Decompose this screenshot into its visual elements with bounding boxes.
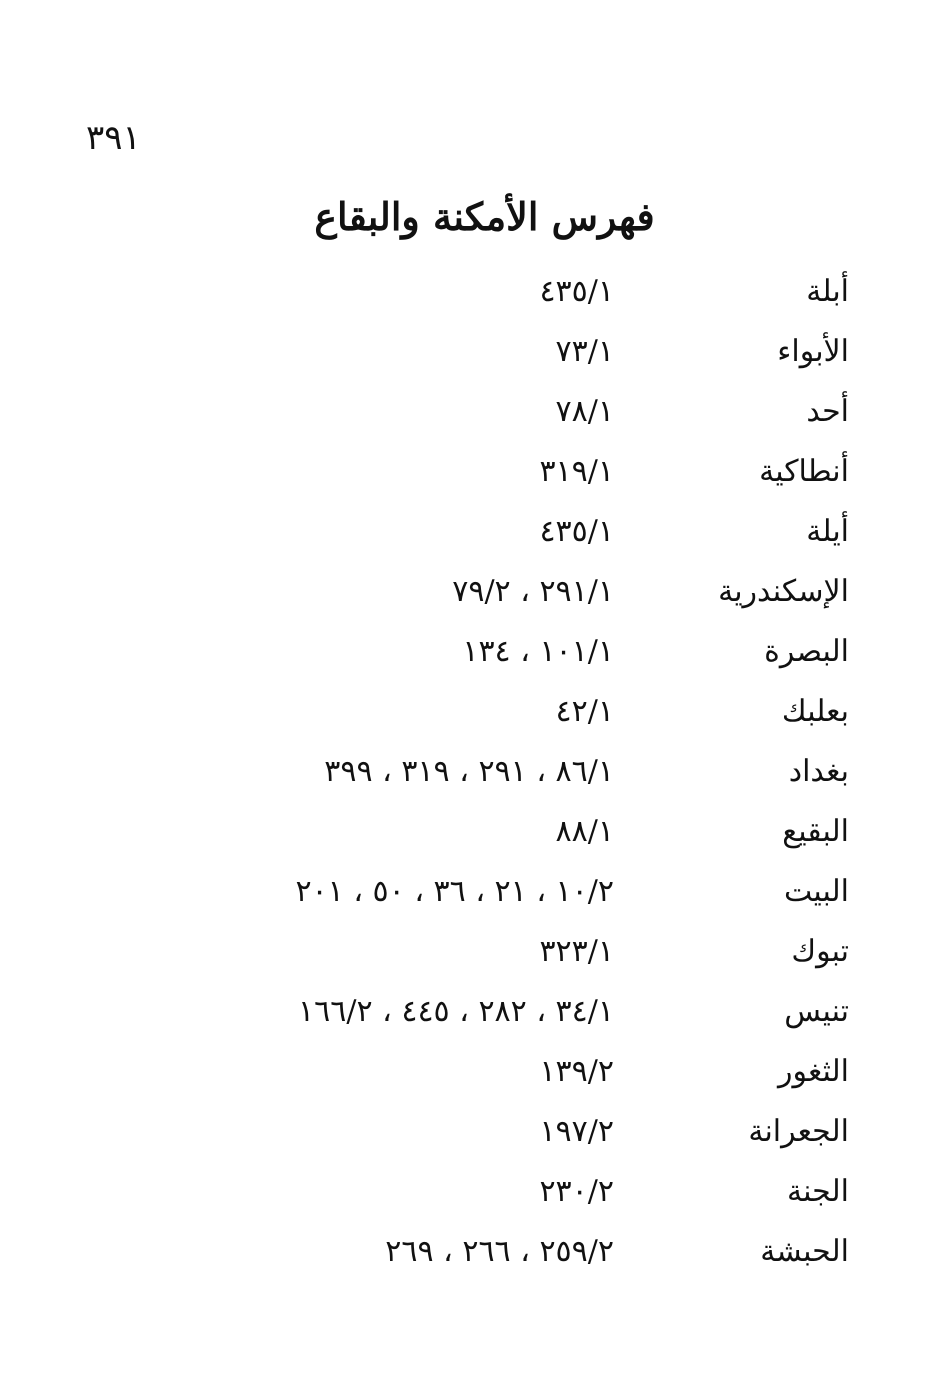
index-entry: [0, 264, 949, 324]
page-number: ٣٩١: [86, 118, 141, 158]
page-references: ٨٨/١: [555, 814, 614, 849]
page-references: ١٠١/١ ، ١٣٤: [462, 634, 614, 669]
place-name: تنيس: [784, 994, 849, 1029]
place-name: الأبواء: [777, 334, 849, 369]
page-references: ٤٣٥/١: [539, 274, 614, 309]
place-name: بغداد: [788, 754, 849, 789]
index-entry: [0, 444, 949, 504]
page-references: ٨٦/١ ، ٢٩١ ، ٣١٩ ، ٣٩٩: [324, 754, 614, 789]
page-references: ٤٢/١: [555, 694, 614, 729]
index-entry: [0, 624, 949, 684]
index-entry: [0, 684, 949, 744]
page-references: ٧٣/١: [555, 334, 614, 369]
index-entry: [0, 384, 949, 444]
page-references: ١٠/٢ ، ٢١ ، ٣٦ ، ٥٠ ، ٢٠١: [295, 874, 614, 909]
index-entry: [0, 504, 949, 564]
page-title: فهرس الأمكنة والبقاع: [314, 194, 655, 239]
place-name: البيت: [783, 874, 849, 909]
page-references: ٣١٩/١: [539, 454, 614, 489]
page-references: ٢٥٩/٢ ، ٢٦٦ ، ٢٦٩: [385, 1234, 614, 1269]
place-name: أحد: [806, 394, 849, 429]
place-name: الجعرانة: [748, 1114, 849, 1149]
page-references: ١٣٩/٢: [539, 1054, 614, 1089]
page-references: ٣٢٣/١: [539, 934, 614, 969]
index-list: [0, 264, 949, 1284]
page-references: ٧٨/١: [555, 394, 614, 429]
page-references: ٢٩١/١ ، ٧٩/٢: [452, 574, 614, 609]
index-entry: [0, 1164, 949, 1224]
index-entry: [0, 744, 949, 804]
place-name: أيلة: [806, 514, 849, 549]
page-references: ٢٣٠/٢: [539, 1174, 614, 1209]
page-references: ٤٣٥/١: [539, 514, 614, 549]
index-entry: [0, 564, 949, 624]
place-name: الجنة: [787, 1174, 849, 1209]
place-name: البصرة: [764, 634, 849, 669]
place-name: البقيع: [782, 814, 849, 849]
index-entry: [0, 924, 949, 984]
index-entry: [0, 1044, 949, 1104]
place-name: الثغور: [778, 1054, 849, 1089]
index-entry: [0, 804, 949, 864]
place-name: الإسكندرية: [718, 574, 849, 609]
page-references: ٣٤/١ ، ٢٨٢ ، ٤٤٥ ، ١٦٦/٢: [298, 994, 614, 1029]
index-entry: [0, 324, 949, 384]
place-name: بعلبك: [781, 694, 849, 729]
page-references: ١٩٧/٢: [539, 1114, 614, 1149]
index-entry: [0, 1104, 949, 1164]
place-name: أنطاكية: [759, 454, 849, 489]
index-entry: [0, 864, 949, 924]
place-name: الحبشة: [760, 1234, 849, 1269]
index-entry: [0, 1224, 949, 1284]
place-name: تبوك: [791, 934, 849, 969]
place-name: أبلة: [806, 274, 849, 309]
index-entry: [0, 984, 949, 1044]
